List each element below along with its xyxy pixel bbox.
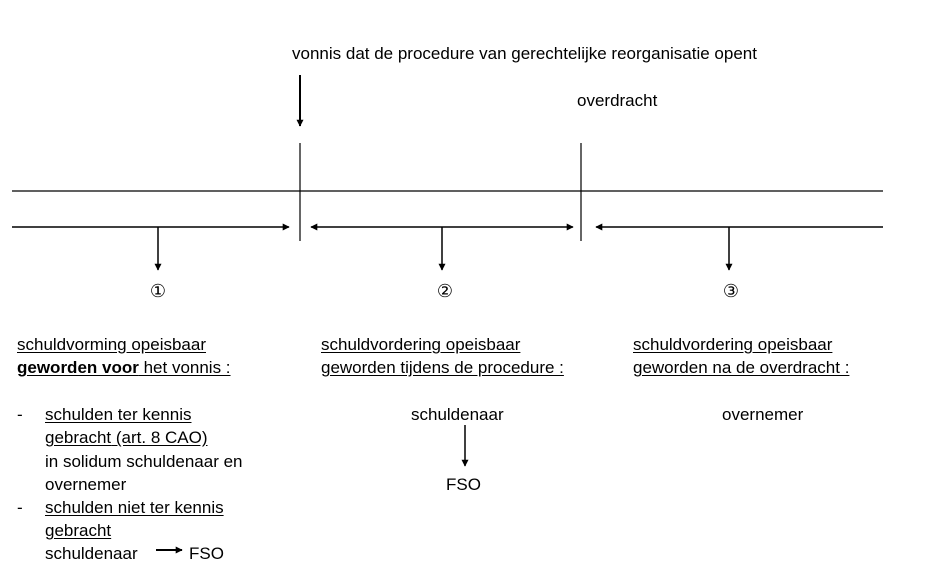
col1-item1-line2 <box>45 426 208 449</box>
col1-item1-line3: in solidum schuldenaar en <box>45 452 243 471</box>
col1-title-line2 <box>17 356 231 379</box>
col1-item1-line1: schulden ter kennis <box>45 405 192 424</box>
period-1-marker: ① <box>149 281 167 302</box>
col1-item1-line4: overnemer <box>45 475 127 494</box>
col1-title-rest: het vonnis : <box>138 358 231 377</box>
col1-title-line1: schuldvorming opeisbaar <box>17 335 206 354</box>
col3-title-line2: geworden na de overdracht : <box>633 358 850 377</box>
period-3-marker: ③ <box>722 281 740 302</box>
col1-item2-to: FSO <box>189 544 224 563</box>
col1-item1-gebracht: gebracht <box>45 428 112 447</box>
col2-debtor: schuldenaar <box>411 405 504 424</box>
col2-title-line1: schuldvordering opeisbaar <box>321 335 521 354</box>
col3-title-line1: schuldvordering opeisbaar <box>633 335 833 354</box>
judgment-label: vonnis dat de procedure van gerechtelijke reorganisatie opent <box>292 44 757 63</box>
period-2-marker: ② <box>436 281 454 302</box>
col1-item2-line1: schulden niet ter kennis <box>45 498 224 517</box>
col2-title-line2: geworden tijdens de procedure : <box>321 358 564 377</box>
transfer-label: overdracht <box>577 91 658 110</box>
col3-party: overnemer <box>722 405 804 424</box>
col1-item1-reference: (art. 8 CAO) <box>111 428 208 447</box>
col1-title-emphasis: geworden voor <box>17 358 139 377</box>
col2-fso: FSO <box>446 475 481 494</box>
col1-bullet-2: - <box>17 498 23 517</box>
col1-item2-from: schuldenaar <box>45 544 138 563</box>
col1-bullet-1: - <box>17 405 23 424</box>
col1-item2-line2: gebracht <box>45 521 112 540</box>
